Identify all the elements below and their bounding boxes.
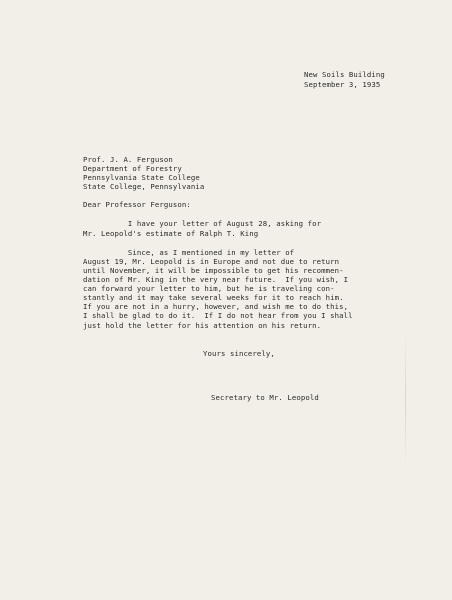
paragraph-line: until November, it will be impossible to get his recommen- <box>83 266 344 275</box>
closing: Yours sincerely, <box>203 349 275 358</box>
paragraph-line: can forward your letter to him, but he is traveling con- <box>83 284 335 293</box>
signature-block: Secretary to Mr. Leopold <box>211 393 319 402</box>
paragraph-line: If you are not in a hurry, however, and wish me to do this, <box>83 302 349 311</box>
salutation: Dear Professor Ferguson: <box>83 200 191 209</box>
heading-date: September 3, 1935 <box>304 80 381 89</box>
address-line: Pennsylvania State College <box>83 173 200 182</box>
paragraph-line: dation of Mr. King in the very near future. If you wish, I <box>83 275 349 284</box>
paragraph-line: August 19, Mr. Leopold is in Europe and not due to return <box>83 257 340 266</box>
paragraph-line: stantly and it may take several weeks for it to reach him. <box>83 293 344 302</box>
heading-location: New Soils Building <box>304 70 385 79</box>
address-line: Prof. J. A. Ferguson <box>83 155 173 164</box>
paper-fold <box>405 330 406 470</box>
paragraph-line: Since, as I mentioned in my letter of <box>83 248 295 257</box>
address-line: Department of Forestry <box>83 164 182 173</box>
address-line: State College, Pennsylvania <box>83 182 205 191</box>
paragraph-line: Mr. Leopold's estimate of Ralph T. King <box>83 229 259 238</box>
paragraph-line: I have your letter of August 28, asking for <box>83 219 322 228</box>
paragraph-line: I shall be glad to do it. If I do not hear from you I shall <box>83 311 353 320</box>
paragraph-line: just hold the letter for his attention on his return. <box>83 321 322 330</box>
